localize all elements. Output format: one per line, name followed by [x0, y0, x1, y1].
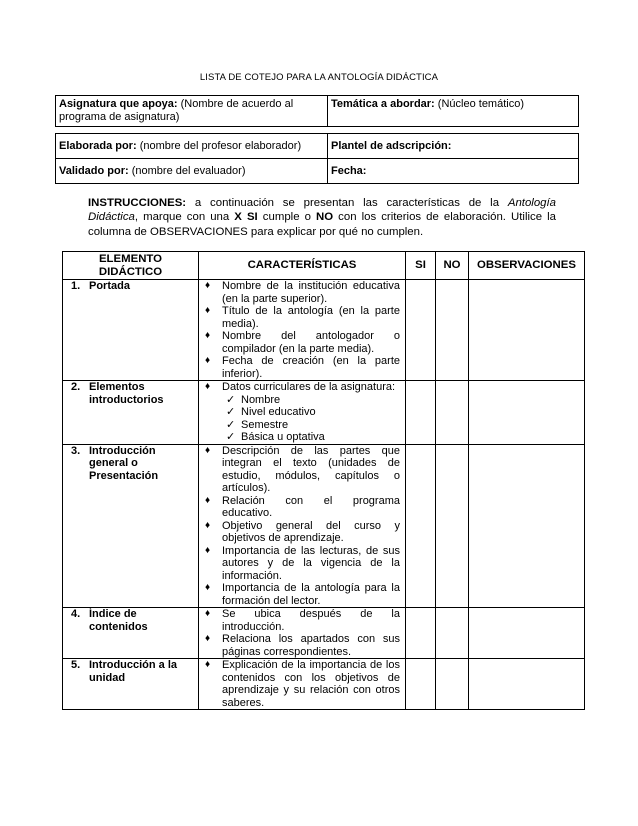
subitem-text: Semestre — [241, 418, 289, 431]
table-row — [63, 381, 585, 445]
tematica-label: Temática a abordar: — [331, 98, 435, 110]
characteristic-text: Nombre de la institución educativa (en la parte superior). — [222, 280, 400, 305]
element-number: 4. — [71, 608, 81, 620]
table-row — [63, 608, 585, 659]
characteristic-item — [203, 495, 400, 520]
observaciones-cell[interactable] — [469, 444, 585, 608]
header-caracteristicas: CARACTERÍSTICAS — [199, 252, 406, 280]
element-cell — [63, 608, 199, 659]
authorship-table — [55, 133, 579, 184]
header-si: SI — [406, 252, 436, 280]
instructions-text: , marque con una — [134, 211, 235, 224]
characteristic-text: Se ubica después de la introducción. — [222, 608, 400, 633]
characteristic-item — [203, 659, 400, 709]
instructions-text: cumple o — [257, 211, 316, 224]
no-cell[interactable] — [436, 280, 469, 381]
element-number: 3. — [71, 444, 81, 457]
characteristics-cell — [199, 608, 406, 659]
subitem-text: Nombre — [241, 393, 281, 406]
elaborada-label: Elaborada por: — [59, 139, 137, 152]
validado-value: (nombre del evaluador) — [131, 164, 246, 177]
no-cell[interactable] — [436, 608, 469, 659]
instructions-text: con los criterios de elaboración. Utilice la columna de OBSERVACIONES para explicar por qué no cumplen. — [88, 211, 556, 238]
checklist-subitem — [203, 419, 400, 432]
checkmark-icon: ✓ — [226, 431, 236, 443]
characteristic-item — [203, 355, 400, 380]
element-cell — [63, 444, 199, 608]
validado-cell — [56, 159, 328, 184]
diamond-bullet-icon: ♦ — [205, 444, 211, 456]
diamond-bullet-icon: ♦ — [205, 330, 211, 341]
header-no: NO — [436, 252, 469, 280]
table-row — [63, 280, 585, 381]
table-row — [63, 444, 585, 608]
characteristic-text: Relación con el programa educativo. — [222, 494, 400, 519]
diamond-bullet-icon: ♦ — [205, 633, 211, 644]
element-name: Introducción a la unidad — [89, 659, 178, 684]
characteristic-item — [203, 330, 400, 355]
diamond-bullet-icon: ♦ — [205, 305, 211, 316]
instructions-text: a continuación se presentan las características de la — [186, 197, 508, 209]
observaciones-cell[interactable] — [469, 280, 585, 381]
characteristic-text: Datos curriculares de la asignatura: — [222, 381, 396, 393]
elaborada-value: (nombre del profesor elaborador) — [139, 139, 302, 152]
characteristics-cell — [199, 381, 406, 445]
checkmark-icon: ✓ — [226, 393, 236, 406]
characteristic-text: Nombre del antologador o compilador (en la parte media). — [222, 330, 400, 355]
si-cell[interactable] — [406, 280, 436, 381]
diamond-bullet-icon: ♦ — [205, 494, 211, 506]
observaciones-cell[interactable] — [469, 608, 585, 659]
diamond-bullet-icon: ♦ — [205, 582, 211, 593]
instructions-antologia: Antología Didáctica — [88, 197, 556, 224]
si-cell[interactable] — [406, 659, 436, 710]
header-observaciones: OBSERVACIONES — [469, 252, 585, 280]
checklist-subitem — [203, 394, 400, 407]
fecha-label: Fecha: — [331, 164, 367, 177]
element-number: 5. — [71, 659, 81, 671]
diamond-bullet-icon: ♦ — [205, 544, 211, 556]
si-cell[interactable] — [406, 444, 436, 608]
element-cell — [63, 381, 199, 445]
diamond-bullet-icon: ♦ — [205, 608, 211, 619]
subject-info-table — [55, 95, 579, 127]
characteristics-cell — [199, 280, 406, 381]
characteristic-item — [203, 305, 400, 330]
observaciones-cell[interactable] — [469, 659, 585, 710]
element-number: 1. — [71, 280, 81, 292]
diamond-bullet-icon: ♦ — [205, 355, 211, 366]
plantel-cell — [328, 134, 579, 159]
characteristic-text: Importancia de las lecturas, de sus autores y de la vigencia de la información. — [222, 544, 400, 582]
checkmark-icon: ✓ — [226, 418, 236, 431]
element-number: 2. — [71, 381, 81, 393]
element-name: Índice de contenidos — [89, 608, 148, 633]
instructions-no: NO — [316, 211, 334, 224]
tematica-cell — [328, 96, 579, 127]
asignatura-cell — [56, 96, 328, 127]
characteristic-item — [203, 381, 400, 394]
subitem-text: Básica u optativa — [241, 431, 325, 443]
instructions — [88, 196, 556, 239]
characteristics-cell — [199, 444, 406, 608]
characteristic-text: Título de la antología (en la parte media). — [222, 305, 400, 330]
table-row — [63, 659, 585, 710]
observaciones-cell[interactable] — [469, 381, 585, 445]
no-cell[interactable] — [436, 381, 469, 445]
element-name: Elementos introductorios — [89, 381, 164, 406]
checkmark-icon: ✓ — [226, 406, 236, 418]
fecha-cell — [328, 159, 579, 184]
header-elemento: ELEMENTO DIDÁCTICO — [63, 252, 199, 280]
checklist-subitem — [203, 431, 400, 444]
no-cell[interactable] — [436, 659, 469, 710]
characteristic-text: Relaciona los apartados con sus páginas correspondientes. — [222, 633, 400, 658]
no-cell[interactable] — [436, 444, 469, 608]
elaborada-cell — [56, 134, 328, 159]
subitem-text: Nivel educativo — [241, 406, 316, 418]
characteristic-text: Explicación de la importancia de los contenidos con los objetivos de aprendizaje y su relación con otros saberes. — [222, 659, 400, 709]
si-cell[interactable] — [406, 381, 436, 445]
element-name: Portada — [89, 280, 130, 292]
instructions-label: INSTRUCCIONES: — [88, 197, 187, 209]
characteristic-item — [203, 582, 400, 607]
characteristic-text: Objetivo general del curso y objetivos de aprendizaje. — [222, 519, 400, 544]
characteristic-item — [203, 445, 400, 495]
characteristic-item — [203, 520, 400, 545]
characteristic-item — [203, 280, 400, 305]
characteristic-text: Fecha de creación (en la parte inferior). — [222, 355, 400, 380]
element-cell — [63, 280, 199, 381]
diamond-bullet-icon: ♦ — [205, 659, 211, 670]
asignatura-label: Asignatura que apoya: — [59, 98, 178, 110]
characteristic-text: Descripción de las partes que integran el texto (unidades de estudio, módulos, capítulos o artículos). — [222, 444, 400, 494]
document-title: LISTA DE COTEJO PARA LA ANTOLOGÍA DIDÁCTICA — [199, 72, 439, 83]
characteristic-text: Importancia de la antología para la formación del lector. — [222, 582, 400, 607]
asignatura-value: (Nombre de acuerdo al programa de asignatura) — [59, 98, 294, 123]
plantel-label: Plantel de adscripción: — [331, 139, 452, 152]
element-name: Introducción general o Presentación — [89, 444, 159, 482]
diamond-bullet-icon: ♦ — [205, 519, 211, 531]
diamond-bullet-icon: ♦ — [205, 280, 211, 291]
diamond-bullet-icon: ♦ — [205, 381, 211, 392]
characteristic-item — [203, 608, 400, 633]
si-cell[interactable] — [406, 608, 436, 659]
validado-label: Validado por: — [59, 164, 129, 177]
characteristic-item — [203, 633, 400, 658]
checklist-subitem — [203, 406, 400, 419]
element-cell — [63, 659, 199, 710]
instructions-x-si: X SI — [234, 211, 258, 224]
checklist-table — [62, 251, 585, 710]
characteristic-item — [203, 545, 400, 583]
characteristics-cell — [199, 659, 406, 710]
tematica-value: (Núcleo temático) — [437, 98, 524, 110]
